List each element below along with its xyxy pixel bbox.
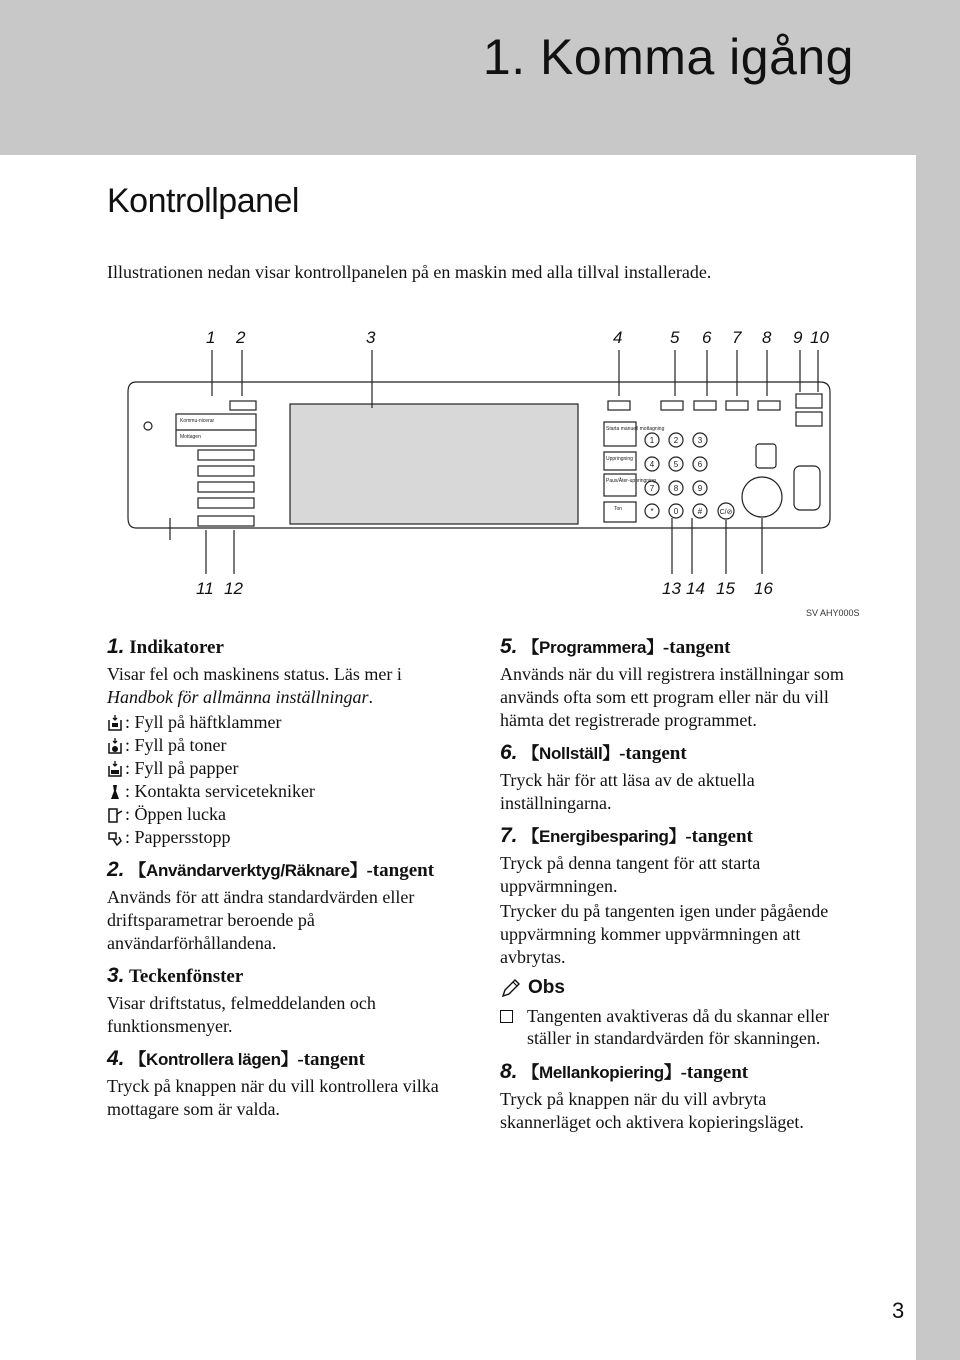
item-key: 【Nollställ】 [522, 744, 620, 763]
item-body-2: Trycker du på tangenten igen under pågående uppvärmning kommer uppvärmningen att avbrytas. [500, 901, 829, 967]
item-number: 4. [107, 1047, 125, 1070]
item-number: 6. [500, 741, 518, 764]
user-tools-key [230, 401, 256, 410]
indicator-staple [107, 711, 467, 734]
intro-text: Illustrationen nedan visar kontrollpanelen på en maskin med alla tillval installerade. [107, 262, 712, 282]
keypad-key-label: 3 [697, 436, 703, 445]
side-band [916, 155, 960, 1360]
keypad-key-label: # [697, 507, 703, 516]
item-suffix: -tangent [685, 826, 753, 847]
item-key: 【Kontrollera lägen】 [129, 1050, 298, 1069]
item-number: 8. [500, 1060, 518, 1083]
function-key-2 [198, 466, 254, 476]
keypad [645, 433, 707, 518]
callout-11: 11 [196, 579, 214, 598]
keypad-key-label: 9 [697, 484, 703, 493]
item-body: Tryck på knappen när du vill avbryta skannerläget och aktivera kopieringsläget. [500, 1089, 804, 1132]
control-panel-figure [120, 322, 860, 622]
indicator-text: : Pappersstopp [125, 827, 231, 847]
item-body: Visar fel och maskinens status. Läs mer i [107, 664, 402, 684]
callout-1: 1 [206, 328, 216, 347]
item-key: 【Mellankopiering】 [522, 1063, 681, 1082]
label-pause-redial: Paus/Åter-uppringning [606, 478, 656, 484]
callout-15: 15 [716, 579, 735, 598]
indicator-paper [107, 757, 467, 780]
toner-icon [107, 737, 123, 755]
callout-5: 5 [670, 328, 680, 347]
figure-code: SV AHY000S [806, 608, 860, 618]
note-heading [500, 977, 860, 999]
keypad-key-label: 8 [673, 484, 679, 493]
page-number: 3 [892, 1298, 905, 1323]
item-5 [500, 634, 860, 732]
indicator-open-cover [107, 803, 467, 826]
item-suffix: -tangent [366, 860, 435, 881]
item-body: Tryck här för att läsa av de aktuella inställningarna. [500, 770, 755, 813]
item-body: Används för att ändra standardvärden eller driftsparametrar beroende på användarförhållandena. [107, 887, 415, 953]
function-key-5 [198, 516, 254, 526]
right-column [500, 634, 860, 1142]
media-slot [794, 466, 820, 510]
item-8 [500, 1059, 860, 1134]
function-key-1 [198, 450, 254, 460]
manual-reference: Handbok för allmänna inställningar [107, 687, 369, 707]
pencil-icon [500, 977, 522, 999]
paper-icon [107, 760, 123, 778]
start-key [742, 477, 782, 517]
item-3 [107, 963, 467, 1038]
clear-modes-key [694, 401, 716, 410]
chapter-title: 1. Komma igång [482, 29, 854, 85]
tone-key [604, 502, 636, 522]
item-body: Tryck på denna tangent för att starta uppvärmningen. [500, 853, 761, 896]
program-key [661, 401, 683, 410]
keypad-key-label: 5 [673, 460, 679, 469]
callout-3: 3 [366, 328, 376, 347]
callout-2: 2 [236, 328, 246, 347]
display-screen [290, 404, 578, 524]
item-key: 【Energibesparing】 [522, 827, 686, 846]
keypad-key-label: 2 [673, 436, 679, 445]
section-title: Kontrollpanel [107, 182, 299, 220]
item-body: Tryck på knappen när du vill kontrollera vilka mottagare som är valda. [107, 1076, 439, 1119]
item-7 [500, 823, 860, 969]
callout-13: 13 [662, 579, 681, 598]
keypad-key-label: 6 [697, 460, 703, 469]
warm-indicator [144, 422, 152, 430]
indicator-toner [107, 734, 467, 757]
note-title: Obs [528, 977, 565, 998]
item-suffix: -tangent [680, 1062, 749, 1083]
clear-stop-label: C/⊘ [719, 509, 733, 516]
item-title: Teckenfönster [128, 966, 244, 987]
indicator-paper-jam [107, 826, 467, 849]
staple-icon [107, 714, 123, 732]
item-body: Används när du vill registrera inställningar som används ofta som ett program eller när du vill hämta det registrerade programmet. [500, 664, 844, 730]
callout-9: 9 [793, 328, 803, 347]
item-1 [107, 634, 467, 849]
control-panel-drawing [120, 322, 860, 622]
callout-7: 7 [732, 328, 742, 347]
callout-14: 14 [686, 579, 705, 598]
function-key-3 [198, 482, 254, 492]
label-redial: Uppringning [606, 456, 633, 462]
item-key: 【Användarverktyg/Räknare】 [129, 861, 367, 880]
item-number: 1. [107, 635, 125, 658]
open-cover-icon [107, 806, 123, 824]
indicator-list [107, 711, 467, 849]
label-communicating: Kommu-nicerar [180, 418, 215, 424]
label-manual-receive: Starta manuell mottagning [606, 426, 665, 432]
item-6 [500, 740, 860, 815]
callout-16: 16 [754, 579, 773, 598]
note-item [500, 1005, 860, 1049]
sample-copy-key [756, 444, 776, 468]
item-2 [107, 857, 467, 955]
callout-10: 10 [810, 328, 829, 347]
indicator-service [107, 780, 467, 803]
item-number: 7. [500, 824, 518, 847]
function-key-4 [198, 498, 254, 508]
item-suffix: -tangent [619, 743, 687, 764]
item-body: Visar driftstatus, felmeddelanden och funktionsmenyer. [107, 993, 376, 1036]
indicator-text: : Kontakta servicetekniker [125, 781, 315, 801]
interrupt-key [758, 401, 780, 410]
indicator-text: : Fyll på papper [125, 758, 239, 778]
check-modes-key [608, 401, 630, 410]
label-receiving: Mottagen [180, 434, 201, 440]
energy-saver-key [726, 401, 748, 410]
callout-6: 6 [702, 328, 712, 347]
item-title: Indikatorer [129, 637, 224, 658]
keypad-key-label: * [650, 507, 654, 516]
label-tone: Ton [614, 506, 623, 512]
operation-switch [796, 412, 822, 426]
item-number: 3. [107, 964, 125, 987]
main-power-indicator [796, 394, 822, 408]
item-number: 5. [500, 635, 518, 658]
service-icon [107, 783, 123, 801]
keypad-key-label: 1 [649, 436, 655, 445]
item-number: 2. [107, 858, 125, 881]
item-suffix: -tangent [662, 637, 731, 658]
keypad-key-label: 7 [649, 484, 655, 493]
keypad-labels [650, 436, 733, 516]
paper-jam-icon [107, 829, 123, 847]
checkbox-icon [500, 1010, 513, 1023]
keypad-key-label: 0 [673, 507, 679, 516]
item-key: 【Programmera】 [522, 638, 663, 657]
left-column [107, 634, 467, 1129]
indicator-text: : Fyll på toner [125, 735, 227, 755]
item-body-end: . [368, 687, 374, 707]
callout-12: 12 [224, 579, 243, 598]
indicator-text: : Öppen lucka [125, 804, 226, 824]
callout-8: 8 [762, 328, 772, 347]
item-4 [107, 1046, 467, 1121]
callout-4: 4 [613, 328, 623, 347]
note-text: Tangenten avaktiveras då du skannar eller ställer in standardvärden för skanningen. [527, 1006, 830, 1048]
keypad-key-label: 4 [649, 460, 655, 469]
item-suffix: -tangent [297, 1049, 365, 1070]
indicator-text: : Fyll på häftklammer [125, 712, 282, 732]
